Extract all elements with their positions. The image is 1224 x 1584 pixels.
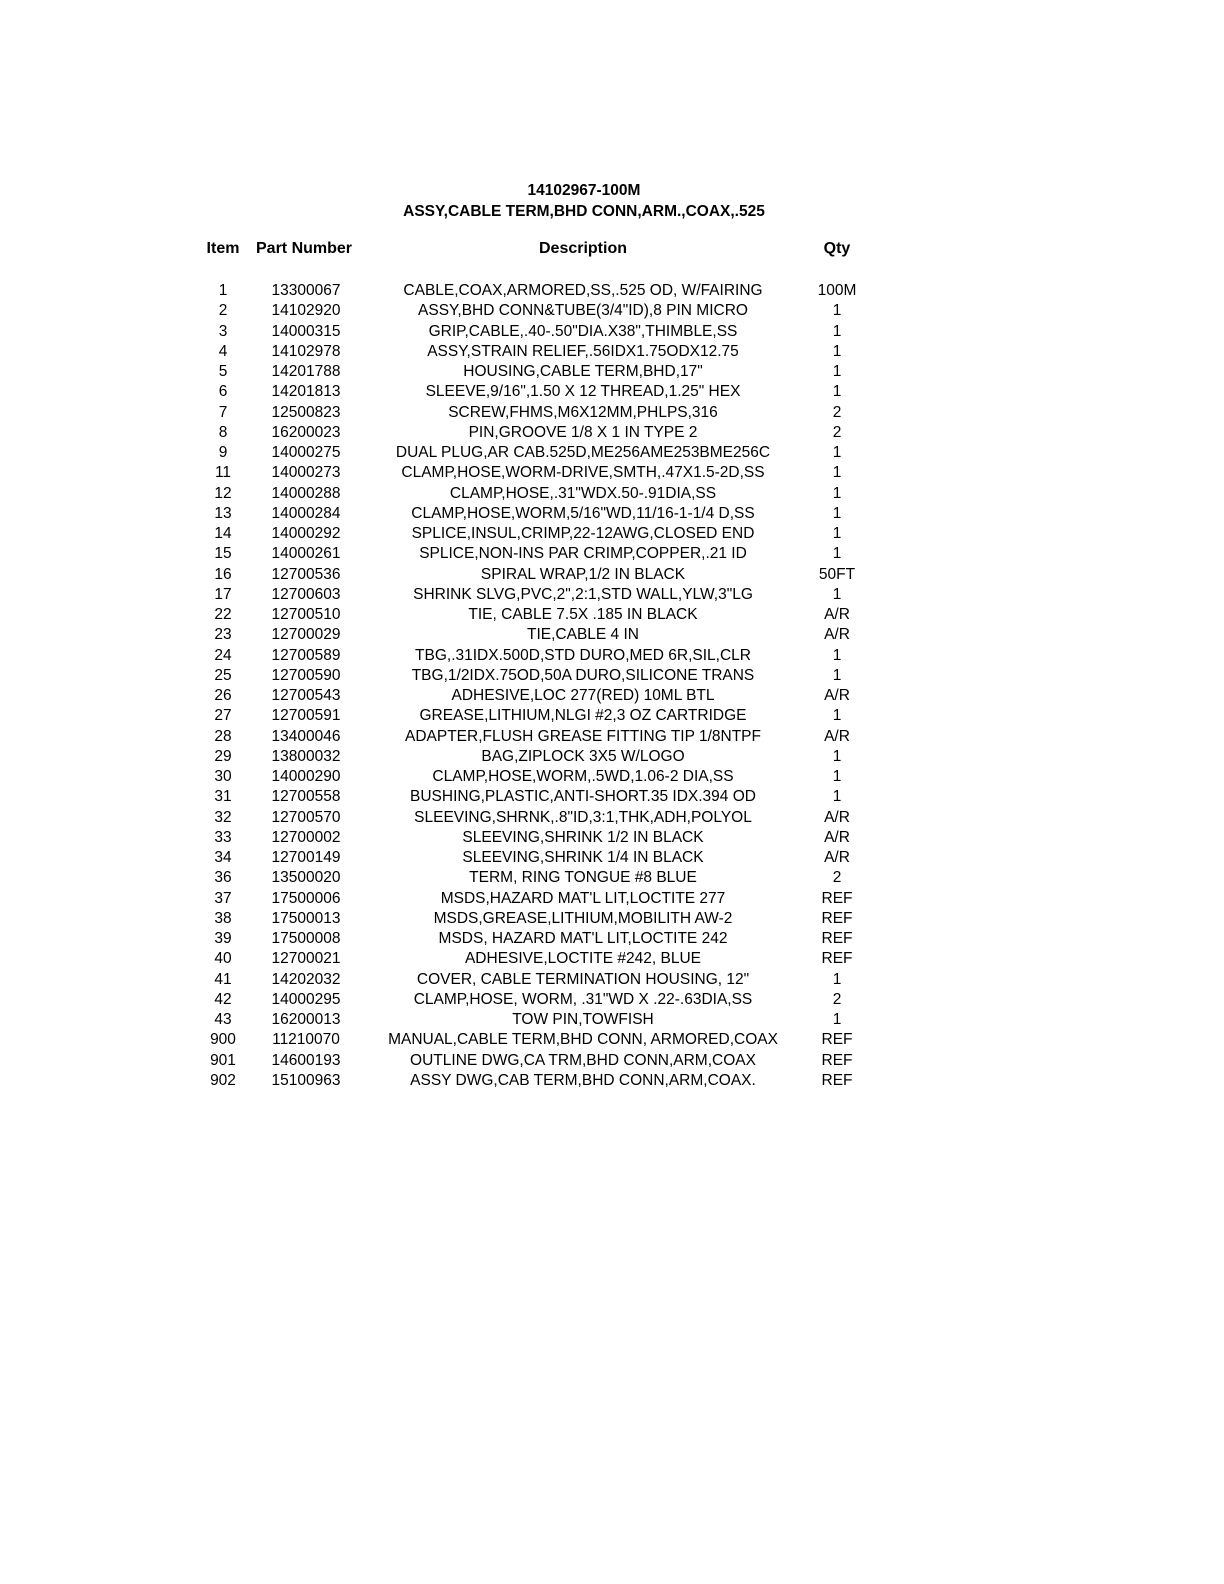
row-description: TIE,CABLE 4 IN: [527, 626, 639, 644]
row-item-number: 901: [210, 1051, 236, 1069]
row-item-number: 16: [214, 565, 232, 583]
row-qty: 100M: [817, 282, 857, 299]
row-item-number: 14: [214, 525, 232, 542]
row-description: TIE, CABLE 7.5X .185 IN BLACK: [468, 606, 698, 623]
table-row: [0, 706, 1224, 726]
row-item-number: 7: [218, 403, 228, 421]
assembly-part-number: 14102967-100M: [527, 182, 641, 199]
row-description: ASSY,STRAIN RELIEF,.56IDX1.75ODX12.75: [427, 342, 739, 360]
row-qty: 1: [832, 1011, 842, 1028]
row-qty: 1: [832, 768, 842, 785]
row-qty: 1: [832, 970, 842, 988]
table-row: [0, 1071, 1224, 1091]
row-description: MSDS, HAZARD MAT'L LIT,LOCTITE 242: [438, 930, 728, 947]
table-row: [0, 565, 1224, 585]
assembly-title: ASSY,CABLE TERM,BHD CONN,ARM.,COAX,.525: [403, 203, 765, 220]
row-item-number: 30: [214, 768, 232, 785]
table-row: [0, 727, 1224, 747]
table-row: [0, 463, 1224, 483]
table-row: [0, 484, 1224, 504]
row-item-number: 1: [218, 282, 228, 299]
row-item-number: 25: [214, 666, 232, 684]
row-item-number: 23: [214, 626, 232, 644]
row-part-number: 12700570: [271, 808, 341, 826]
table-row: [0, 747, 1224, 767]
row-item-number: 34: [214, 849, 232, 866]
row-qty: REF: [821, 1031, 853, 1049]
table-row: [0, 868, 1224, 888]
row-item-number: 36: [214, 869, 232, 887]
row-item-number: 41: [214, 970, 232, 988]
row-qty: 2: [832, 403, 842, 421]
row-qty: 2: [832, 423, 842, 441]
table-row: [0, 686, 1224, 706]
row-description: TOW PIN,TOWFISH: [512, 1011, 654, 1028]
row-description: SLEEVE,9/16",1.50 X 12 THREAD,1.25" HEX: [425, 383, 741, 401]
row-description: ASSY DWG,CAB TERM,BHD CONN,ARM,COAX.: [410, 1071, 756, 1089]
row-qty: REF: [821, 1051, 853, 1069]
row-qty: REF: [821, 950, 853, 968]
row-description: MANUAL,CABLE TERM,BHD CONN, ARMORED,COAX: [388, 1031, 778, 1049]
row-item-number: 37: [214, 889, 232, 907]
row-qty: 1: [832, 666, 842, 684]
table-row: [0, 625, 1224, 645]
table-row: [0, 382, 1224, 402]
table-row: [0, 585, 1224, 605]
row-qty: 1: [832, 484, 842, 502]
row-part-number: 12700029: [271, 626, 341, 644]
row-description: SLEEVING,SHRNK,.8"ID,3:1,THK,ADH,POLYOL: [414, 808, 752, 826]
row-qty: 1: [832, 504, 842, 522]
row-part-number: 11210070: [272, 1031, 340, 1049]
row-qty: A/R: [824, 727, 850, 745]
row-item-number: 40: [214, 950, 232, 968]
row-qty: 1: [832, 585, 842, 603]
row-qty: 1: [832, 788, 842, 806]
table-row: [0, 929, 1224, 949]
table-row: [0, 544, 1224, 564]
row-qty: 1: [832, 302, 842, 320]
row-part-number: 14000284: [271, 504, 341, 522]
row-description: ADAPTER,FLUSH GREASE FITTING TIP 1/8NTPF: [405, 727, 761, 745]
row-part-number: 13400046: [271, 727, 341, 745]
row-description: TBG,1/2IDX.75OD,50A DURO,SILICONE TRANS: [411, 666, 755, 684]
row-part-number: 12500823: [271, 403, 341, 421]
row-qty: A/R: [824, 687, 850, 704]
table-header: [0, 240, 1224, 262]
row-description: SPLICE,NON-INS PAR CRIMP,COPPER,.21 ID: [419, 545, 747, 563]
row-description: SHRINK SLVG,PVC,2",2:1,STD WALL,YLW,3"LG: [413, 585, 753, 603]
row-part-number: 14000275: [271, 444, 341, 461]
row-part-number: 17500013: [271, 909, 341, 927]
row-item-number: 43: [214, 1011, 232, 1028]
row-qty: A/R: [824, 849, 850, 866]
table-row: [0, 990, 1224, 1010]
table-row: [0, 646, 1224, 666]
row-description: CLAMP,HOSE,WORM-DRIVE,SMTH,.47X1.5-2D,SS: [401, 464, 765, 482]
table-row: [0, 524, 1224, 544]
row-description: SPLICE,INSUL,CRIMP,22-12AWG,CLOSED END: [411, 525, 755, 542]
row-item-number: 900: [210, 1031, 236, 1049]
row-part-number: 12700558: [271, 788, 341, 806]
row-description: DUAL PLUG,AR CAB.525D,ME256AME253BME256C: [395, 444, 771, 461]
row-qty: 1: [832, 383, 842, 401]
row-description: SLEEVING,SHRINK 1/4 IN BLACK: [462, 849, 704, 866]
row-description: CLAMP,HOSE,.31"WDX.50-.91DIA,SS: [449, 484, 717, 502]
row-description: PIN,GROOVE 1/8 X 1 IN TYPE 2: [468, 423, 698, 441]
row-description: MSDS,GREASE,LITHIUM,MOBILITH AW-2: [433, 909, 733, 927]
row-part-number: 14000273: [271, 464, 341, 482]
row-item-number: 38: [214, 909, 232, 927]
row-item-number: 4: [218, 342, 228, 360]
row-item-number: 15: [214, 545, 232, 563]
row-description: CLAMP,HOSE,WORM,5/16"WD,11/16-1-1/4 D,SS: [411, 504, 755, 522]
row-description: CABLE,COAX,ARMORED,SS,.525 OD, W/FAIRING: [403, 282, 763, 299]
row-part-number: 12700603: [271, 585, 341, 603]
row-item-number: 6: [218, 383, 228, 401]
row-item-number: 24: [214, 646, 232, 664]
row-part-number: 12700591: [271, 707, 341, 725]
row-part-number: 14000315: [271, 322, 341, 340]
row-item-number: 31: [214, 788, 232, 806]
row-description: ADHESIVE,LOC 277(RED) 10ML BTL: [451, 687, 715, 704]
row-part-number: 17500006: [271, 889, 341, 907]
row-qty: 1: [832, 342, 842, 360]
row-item-number: 8: [218, 423, 228, 441]
row-description: BUSHING,PLASTIC,ANTI-SHORT.35 IDX.394 OD: [410, 788, 756, 806]
row-description: MSDS,HAZARD MAT'L LIT,LOCTITE 277: [440, 889, 726, 907]
table-row: [0, 403, 1224, 423]
row-item-number: 39: [214, 930, 232, 947]
row-qty: 1: [832, 545, 842, 563]
table-row: [0, 848, 1224, 868]
row-qty: 2: [832, 869, 842, 887]
row-item-number: 29: [214, 747, 232, 765]
table-row: [0, 1010, 1224, 1030]
row-part-number: 14201813: [271, 383, 341, 401]
row-item-number: 27: [214, 707, 232, 725]
header-item: Item: [206, 240, 240, 257]
row-item-number: 26: [214, 687, 232, 704]
table-row: [0, 949, 1224, 969]
row-item-number: 11: [214, 464, 232, 482]
row-qty: A/R: [824, 606, 850, 623]
row-description: SCREW,FHMS,M6X12MM,PHLPS,316: [448, 403, 718, 421]
header-qty: Qty: [823, 240, 851, 257]
row-item-number: 5: [218, 363, 228, 380]
row-part-number: 12700589: [271, 646, 341, 664]
row-description: COVER, CABLE TERMINATION HOUSING, 12": [416, 970, 750, 988]
row-item-number: 13: [214, 504, 232, 522]
row-part-number: 14000290: [271, 768, 341, 785]
row-item-number: 3: [218, 322, 228, 340]
row-qty: REF: [821, 909, 853, 927]
row-qty: 2: [832, 990, 842, 1008]
row-part-number: 17500008: [271, 930, 341, 947]
row-description: TBG,.31IDX.500D,STD DURO,MED 6R,SIL,CLR: [415, 646, 751, 664]
row-part-number: 12700536: [271, 565, 341, 583]
row-part-number: 14000292: [271, 525, 341, 542]
row-qty: 1: [832, 747, 842, 765]
row-part-number: 16200023: [271, 423, 341, 441]
row-item-number: 32: [214, 808, 232, 826]
row-description: TERM, RING TONGUE #8 BLUE: [469, 869, 697, 887]
table-row: [0, 1030, 1224, 1050]
row-description: HOUSING,CABLE TERM,BHD,17": [463, 363, 703, 380]
table-row: [0, 787, 1224, 807]
row-part-number: 12700590: [271, 666, 341, 684]
row-part-number: 12700149: [271, 849, 341, 866]
row-description: CLAMP,HOSE,WORM,.5WD,1.06-2 DIA,SS: [432, 768, 734, 785]
row-part-number: 12700021: [271, 950, 341, 968]
document-title-block: [0, 180, 1168, 222]
row-item-number: 9: [218, 444, 228, 461]
parts-list: [0, 281, 1224, 1091]
table-row: [0, 423, 1224, 443]
row-qty: 1: [832, 646, 842, 664]
row-item-number: 2: [218, 302, 228, 320]
table-row: [0, 281, 1224, 301]
row-item-number: 28: [214, 727, 232, 745]
row-part-number: 14600193: [271, 1051, 341, 1069]
row-qty: 1: [832, 525, 842, 542]
row-qty: A/R: [824, 828, 850, 846]
row-qty: 50FT: [818, 565, 856, 583]
row-part-number: 12700510: [271, 606, 341, 623]
row-description: SLEEVING,SHRINK 1/2 IN BLACK: [462, 828, 704, 846]
row-part-number: 15100963: [271, 1071, 341, 1089]
table-row: [0, 605, 1224, 625]
table-row: [0, 443, 1224, 463]
row-description: CLAMP,HOSE, WORM, .31"WD X .22-.63DIA,SS: [413, 990, 753, 1008]
row-item-number: 12: [214, 484, 232, 502]
row-item-number: 17: [214, 585, 232, 603]
row-item-number: 42: [214, 990, 232, 1008]
row-description: SPIRAL WRAP,1/2 IN BLACK: [480, 565, 686, 583]
row-qty: 1: [832, 322, 842, 340]
row-part-number: 13500020: [271, 869, 341, 887]
row-part-number: 16200013: [271, 1011, 341, 1028]
row-part-number: 14000261: [271, 545, 341, 563]
row-description: OUTLINE DWG,CA TRM,BHD CONN,ARM,COAX: [410, 1051, 756, 1069]
table-row: [0, 322, 1224, 342]
row-part-number: 14000288: [271, 484, 341, 502]
table-row: [0, 342, 1224, 362]
row-description: ADHESIVE,LOCTITE #242, BLUE: [464, 950, 702, 968]
row-item-number: 902: [210, 1071, 236, 1089]
row-qty: 1: [832, 707, 842, 725]
row-qty: 1: [832, 464, 842, 482]
row-part-number: 13800032: [271, 747, 341, 765]
row-item-number: 33: [214, 828, 232, 846]
row-item-number: 22: [214, 606, 232, 623]
row-qty: A/R: [824, 626, 850, 644]
table-row: [0, 504, 1224, 524]
table-row: [0, 828, 1224, 848]
header-description: Description: [538, 240, 627, 257]
table-row: [0, 666, 1224, 686]
row-qty: 1: [832, 363, 842, 380]
table-row: [0, 808, 1224, 828]
row-qty: 1: [832, 444, 842, 461]
table-row: [0, 889, 1224, 909]
row-qty: REF: [821, 930, 853, 947]
row-part-number: 14102920: [271, 302, 341, 320]
table-row: [0, 767, 1224, 787]
row-description: GRIP,CABLE,.40-.50"DIA.X38",THIMBLE,SS: [428, 322, 738, 340]
row-part-number: 13300067: [271, 282, 341, 299]
row-part-number: 14201788: [271, 363, 341, 380]
row-qty: REF: [821, 1071, 853, 1089]
row-part-number: 14102978: [271, 342, 341, 360]
row-part-number: 14000295: [271, 990, 341, 1008]
table-row: [0, 970, 1224, 990]
table-row: [0, 362, 1224, 382]
row-part-number: 12700543: [271, 687, 341, 704]
row-description: GREASE,LITHIUM,NLGI #2,3 OZ CARTRIDGE: [419, 707, 747, 725]
row-part-number: 14202032: [271, 970, 341, 988]
header-part-number: Part Number: [256, 240, 353, 257]
row-qty: REF: [821, 889, 853, 907]
row-qty: A/R: [824, 808, 850, 826]
row-description: BAG,ZIPLOCK 3X5 W/LOGO: [481, 747, 685, 765]
row-part-number: 12700002: [271, 828, 341, 846]
table-row: [0, 1051, 1224, 1071]
table-row: [0, 301, 1224, 321]
table-row: [0, 909, 1224, 929]
row-description: ASSY,BHD CONN&TUBE(3/4"ID),8 PIN MICRO: [418, 302, 748, 320]
